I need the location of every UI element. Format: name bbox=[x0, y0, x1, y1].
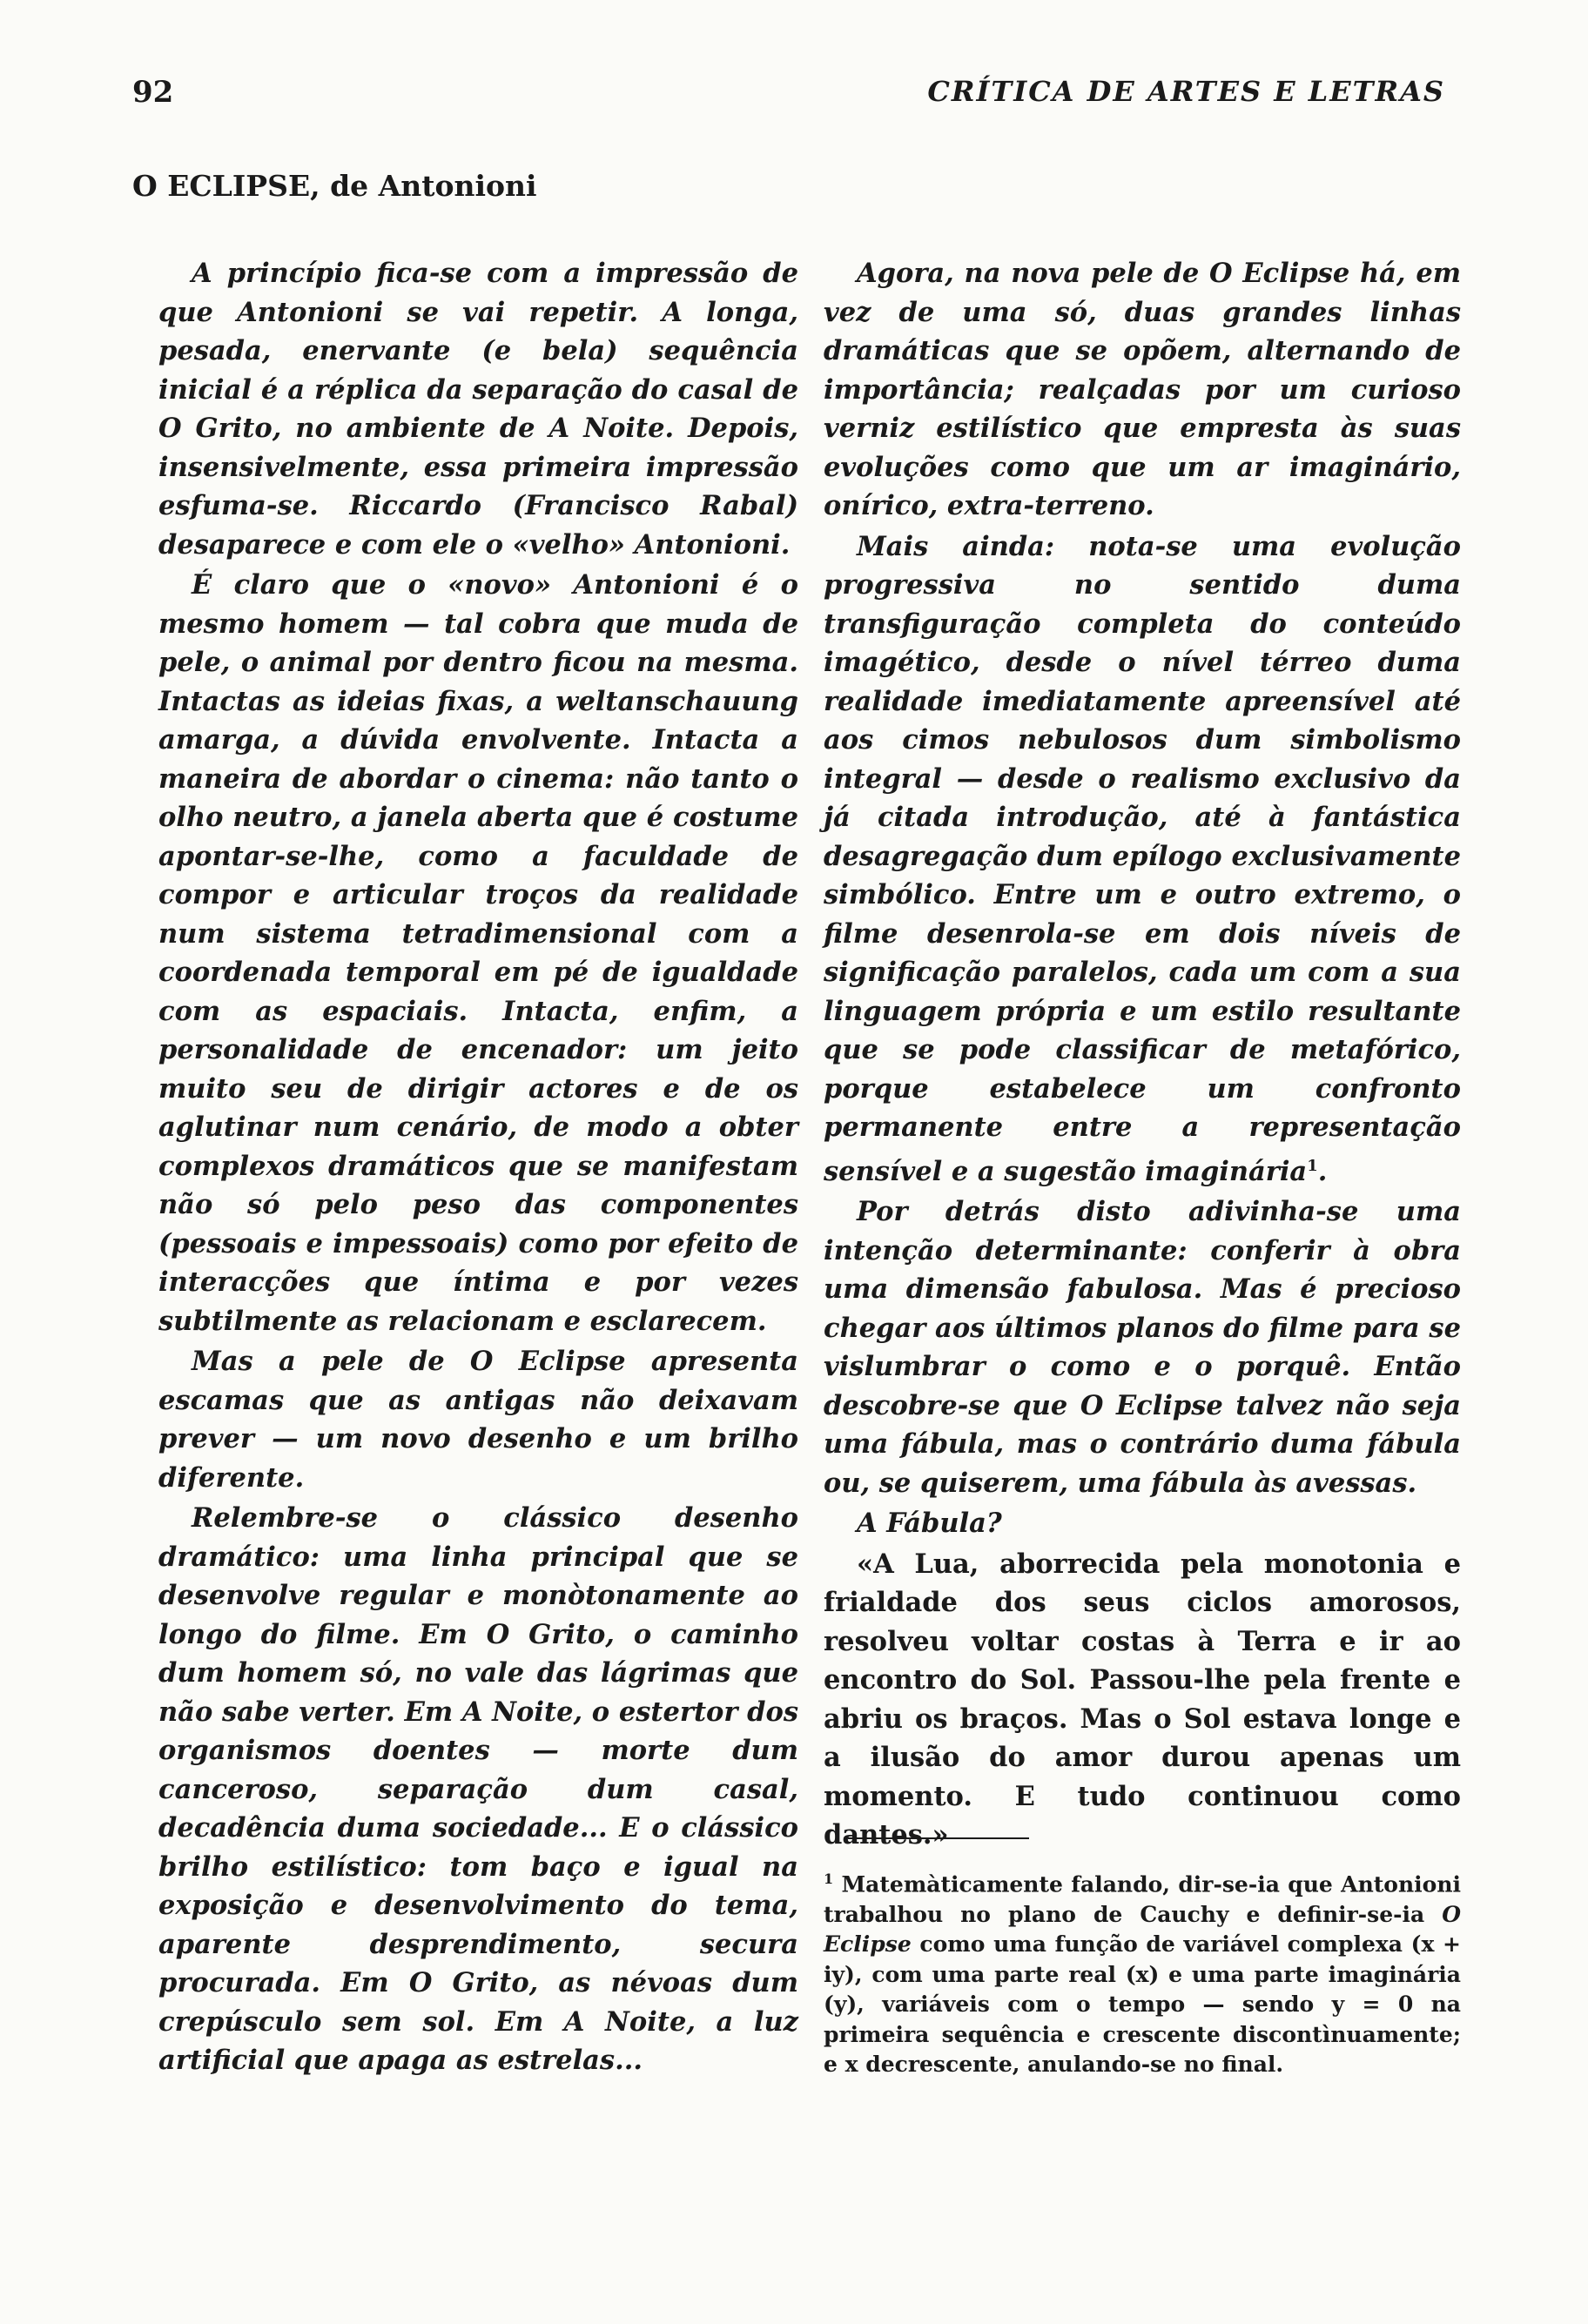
footnote-title-italic: O Eclipse bbox=[824, 1901, 1461, 1958]
page-number: 92 bbox=[132, 75, 174, 110]
footnote-text-after: como uma função de variável complexa (x + iy), com uma parte real (x) e uma parte imaginária (y), variáveis com o tempo — sendo y = 0 na primeira sequência e crescente discontìnuamente; e x decrescente, anulando-se no final. bbox=[824, 1931, 1461, 2078]
right-paragraph-3: Por detrás disto adivinha-se uma intenção determinante: conferir à obra uma dimensão fabulosa. Mas é precioso chegar aos últimos planos do filme para se vislumbrar o como e o porquê. Então descobre-se que O Eclipse talvez não seja uma fábula, mas o contrário duma fábula ou, se quiserem, uma fábula às avessas. bbox=[824, 1196, 1461, 1499]
footnote bbox=[824, 1864, 1461, 2080]
left-column bbox=[158, 254, 798, 2082]
fable-quote: «A Lua, aborrecida pela monotonia e frialdade dos seus ciclos amorosos, resolveu voltar costas à Terra e ir ao encontro do Sol. Passou-lhe pela frente e abriu os braços. Mas o Sol estava longe e a ilusão do amor durou apenas um momento. E tudo continuou como dantes.» bbox=[824, 1548, 1461, 1851]
left-paragraph-3: Mas a pele de O Eclipse apresenta escamas que as antigas não deixavam prever — um novo desenho e um brilho diferente. bbox=[158, 1346, 798, 1494]
right-column bbox=[824, 254, 1461, 1857]
article-title: O ECLIPSE, de Antonioni bbox=[132, 169, 537, 203]
right-paragraph-2: Mais ainda: nota-se uma evolução progressiva no sentido duma transfiguração completa do conteúdo imagético, desde o nível térreo duma realidade imediatamente apreensível até aos cimos nebulosos dum simbolismo integral — desde o realismo exclusivo da já citada introdução, até à fantástica desagregação dum epílogo exclusivamente simbólico. Entre um e outro extremo, o filme desenrola-se em dois níveis de significação paralelos, cada um com a sua linguagem própria e um estilo resultante que se pode classificar de metafórico, porque estabelece um confronto permanente entre a representação sensível e a sugestão imaginária$^1$. bbox=[824, 530, 1461, 1187]
footnote-marker: 1 bbox=[824, 1871, 834, 1887]
left-paragraph-1: A princípio fica-se com a impressão de que Antonioni se vai repetir. A longa, pesada, enervante (e bela) sequência inicial é a réplica da separação do casal de O Grito, no ambiente de A Noite. Depois, insensivelmente, essa primeira impressão esfuma-se. Riccardo (Francisco Rabal) desaparece e com ele o «velho» Antonioni. bbox=[158, 258, 798, 561]
fable-heading: A Fábula? bbox=[857, 1508, 1002, 1540]
footnote-divider bbox=[848, 1837, 1029, 1839]
running-header: CRÍTICA DE ARTES E LETRAS bbox=[927, 75, 1445, 108]
left-paragraph-4: Relembre-se o clássico desenho dramático: uma linha principal que se desenvolve regular e monòtonamente ao longo do filme. Em O Grito, o caminho dum homem só, no vale das lágrimas que não sabe verter. Em A Noite, o estertor dos organismos doentes — morte dum canceroso, separação dum casal, decadência duma sociedade... E o clássico brilho estilístico: tom baço e igual na exposição e desenvolvimento do tema, aparente desprendimento, secura procurada. Em O Grito, as névoas dum crepúsculo sem sol. Em A Noite, a luz artificial que apaga as estrelas... bbox=[158, 1502, 798, 2076]
footnote-reference: 1 bbox=[1307, 1156, 1318, 1175]
footnote-text-before: Matemàticamente falando, dir-se-ia que Antonioni trabalhou no plano de Cauchy e definir-se-ia bbox=[824, 1871, 1461, 1927]
right-paragraph-2-text: Mais ainda: nota-se uma evolução progressiva no sentido duma transfiguração completa do conteúdo imagético, desde o nível térreo duma realidade imediatamente apreensível até aos cimos nebulosos dum simbolismo integral — desde o realismo exclusivo da já citada introdução, até à fantástica desagregação dum epílogo exclusivamente simbólico. Entre um e outro extremo, o filme desenrola-se em dois níveis de significação paralelos, cada um com a sua linguagem própria e um estilo resultante que se pode classificar de metafórico, porque estabelece um confronto permanente entre a representação sensível e a sugestão imaginária bbox=[824, 530, 1461, 1187]
right-paragraph-1: Agora, na nova pele de O Eclipse há, em vez de uma só, duas grandes linhas dramáticas que se opõem, alternando de importância; realçadas por um curioso verniz estilístico que empresta às suas evoluções como que um ar imaginário, onírico, extra-terreno. bbox=[824, 258, 1461, 521]
left-paragraph-2: É claro que o «novo» Antonioni é o mesmo homem — tal cobra que muda de pele, o animal por dentro ficou na mesma. Intactas as ideias fixas, a weltanschauung amarga, a dúvida envolvente. Intacta a maneira de abordar o cinema: não tanto o olho neutro, a janela aberta que é costume apontar-se-lhe, como a faculdade de compor e articular troços da realidade num sistema tetradimensional com a coordenada temporal em pé de igualdade com as espaciais. Intacta, enfim, a personalidade de encenador: um jeito muito seu de dirigir actores e de os aglutinar num cenário, de modo a obter complexos dramáticos que se manifestam não só pelo peso das componentes (pessoais e impessoais) como por efeito de interacções que íntima e por vezes subtilmente as relacionam e esclarecem. bbox=[158, 569, 798, 1337]
